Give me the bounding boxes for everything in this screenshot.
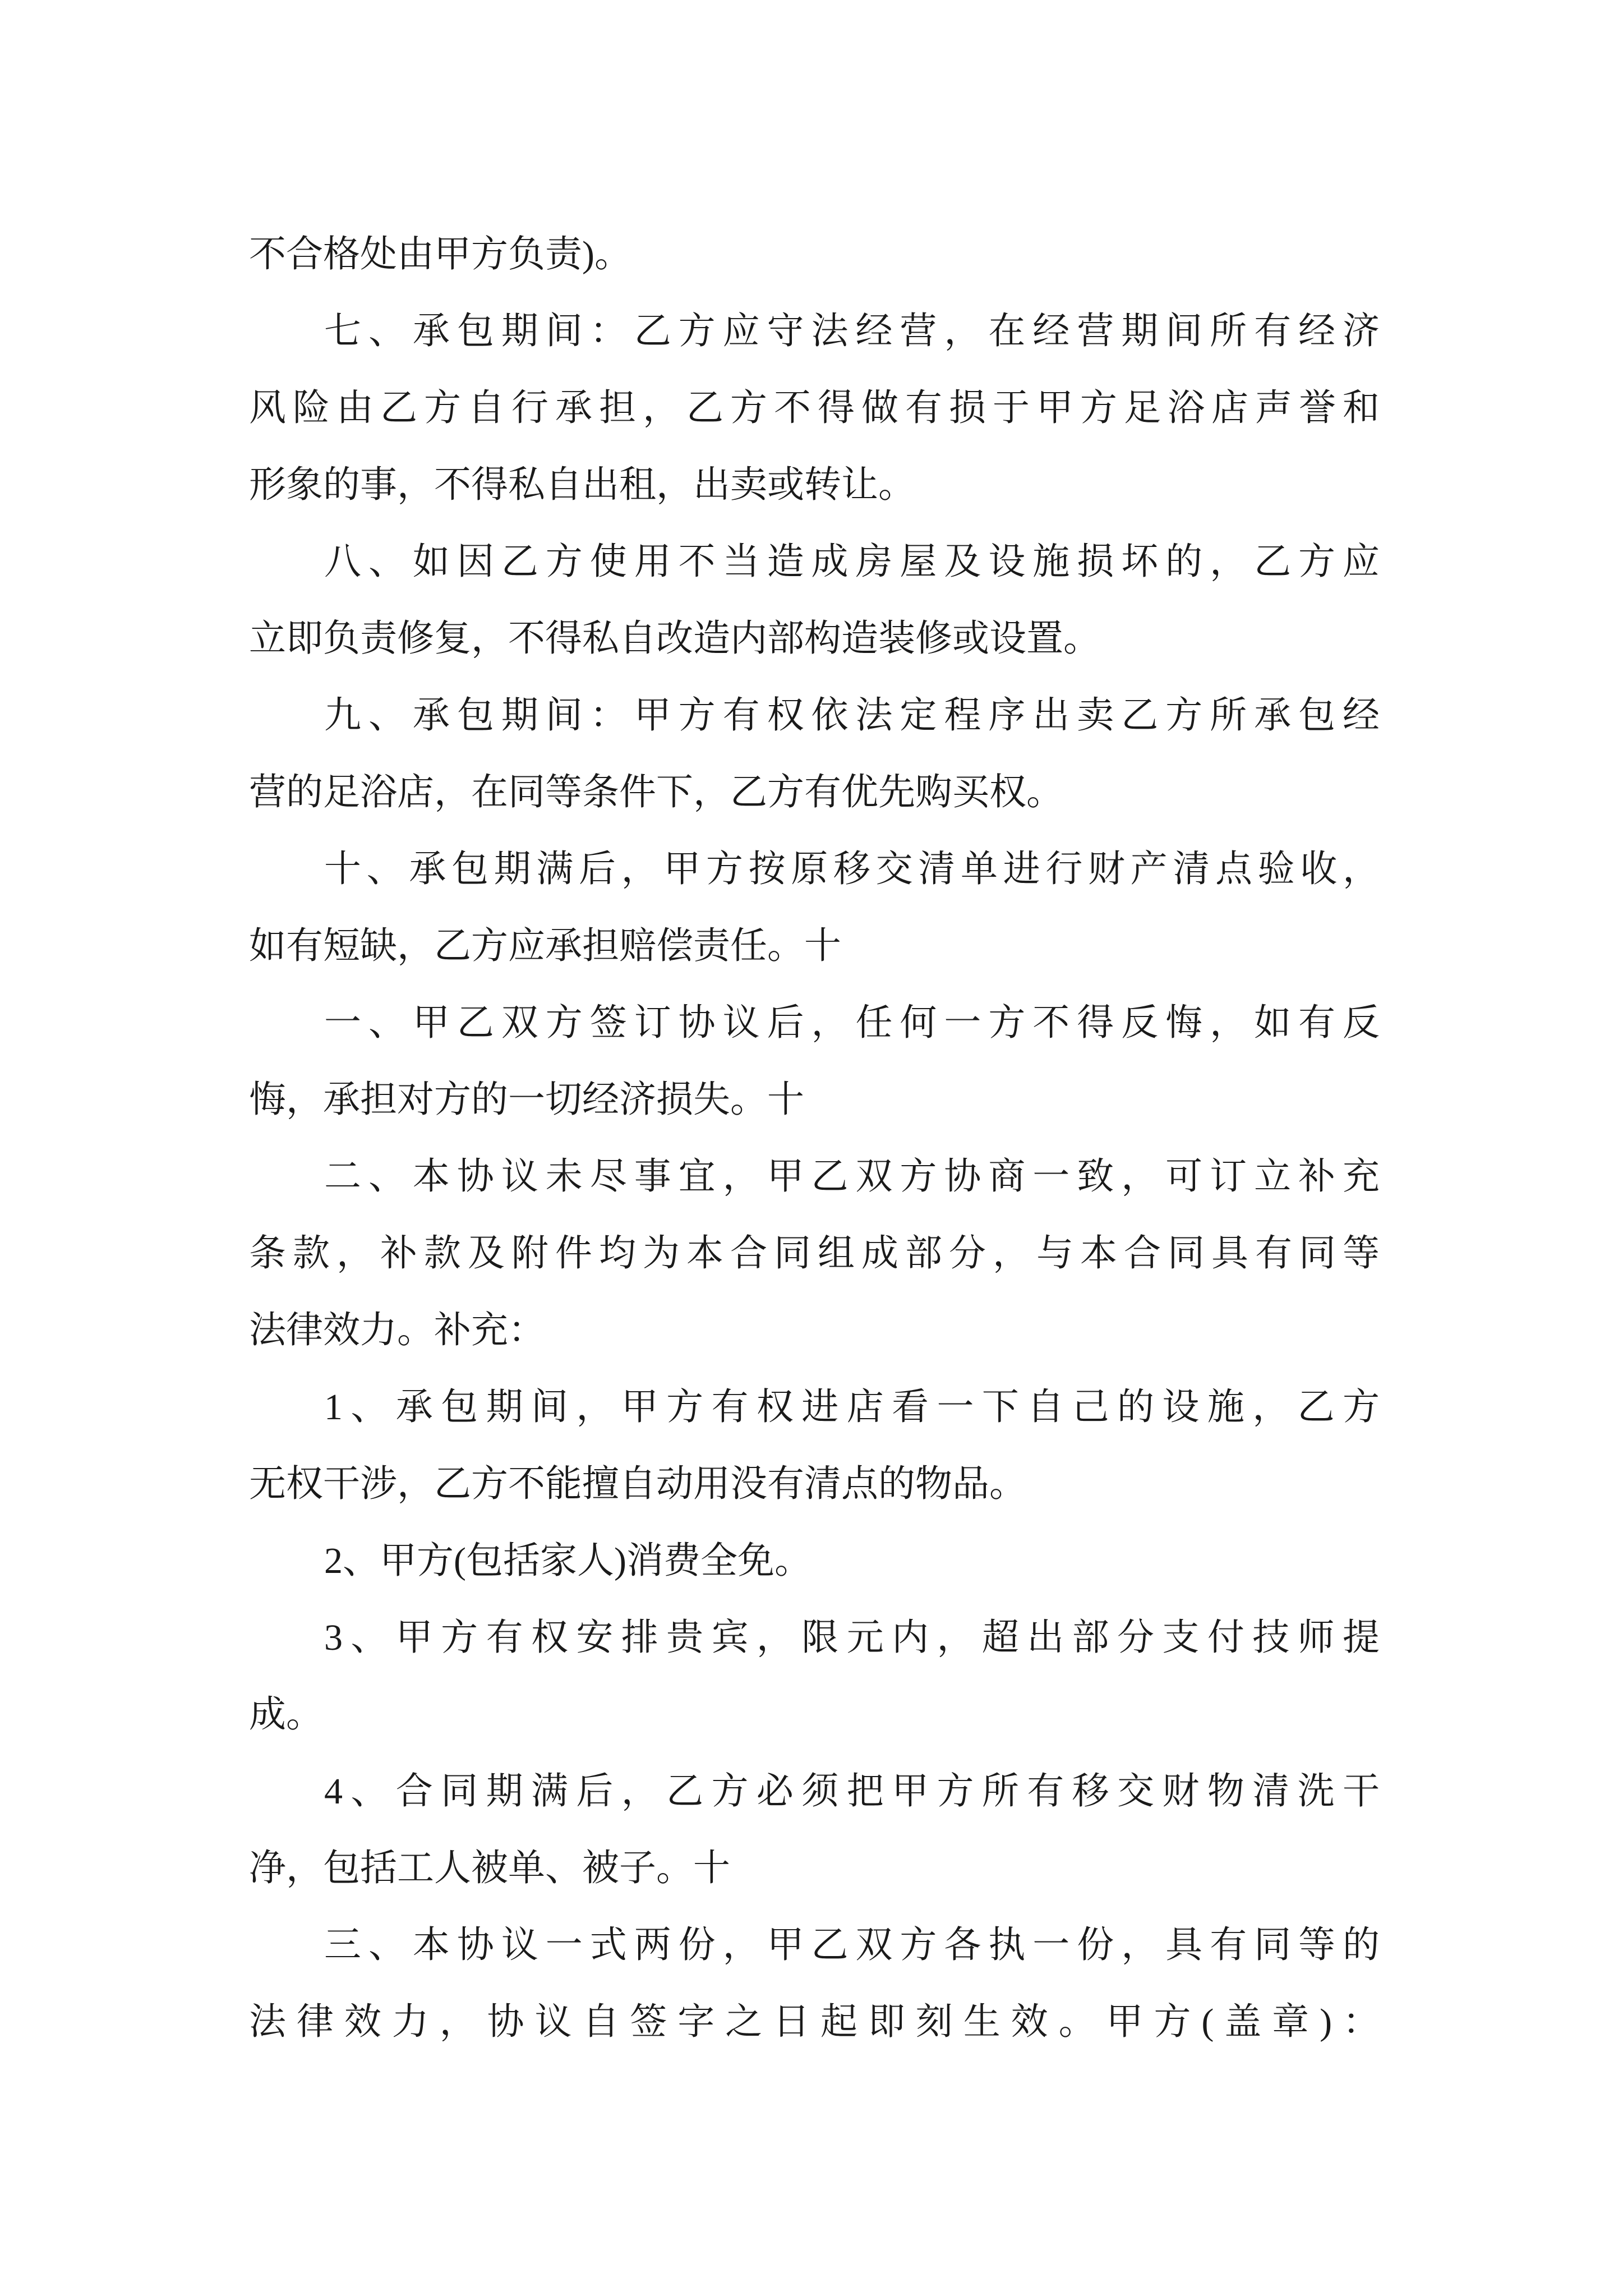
text-line: 4、合同期满后，乙方必须把甲方所有移交财物清洗干 (324, 1771, 1380, 1812)
text-line: 九、承包期间：甲方有权依法定程序出卖乙方所承包经 (324, 695, 1380, 736)
text-line: 法律效力。补充： (249, 1310, 545, 1351)
text-line: 七、承包期间：乙方应守法经营，在经营期间所有经济 (324, 311, 1380, 352)
text-line: 净，包括工人被单、被子。十 (249, 1848, 730, 1889)
text-line: 无权干涉，乙方不能擅自动用没有清点的物品。 (249, 1464, 1026, 1504)
text-line: 条款，补款及附件均为本合同组成部分，与本合同具有同等 (249, 1233, 1380, 1274)
text-line: 成。 (249, 1694, 323, 1735)
text-line: 2、甲方(包括家人)消费全免。 (324, 1540, 811, 1581)
text-line: 3、甲方有权安排贵宾，限元内，超出部分支付技师提 (324, 1617, 1380, 1658)
text-line: 立即负责修复，不得私自改造内部构造装修或设置。 (249, 618, 1100, 659)
text-line: 三、本协议一式两份，甲乙双方各执一份，具有同等的 (324, 1925, 1380, 1966)
text-line: 法律效力，协议自签字之日起即刻生效。甲方(盖章)： (249, 2001, 1380, 2042)
text-line: 如有短缺，乙方应承担赔偿责任。十 (249, 926, 841, 967)
contract-text-body (249, 216, 1380, 2060)
text-line: 一、甲乙双方签订协议后，任何一方不得反悔，如有反 (324, 1002, 1380, 1043)
text-line: 营的足浴店，在同等条件下，乙方有优先购买权。 (249, 772, 1063, 813)
text-line: 二、本协议未尽事宜，甲乙双方协商一致，可订立补充 (324, 1156, 1380, 1197)
text-line: 八、如因乙方使用不当造成房屋及设施损坏的，乙方应 (324, 541, 1380, 582)
text-line: 1、承包期间，甲方有权进店看一下自己的设施，乙方 (324, 1387, 1380, 1428)
text-line: 十、承包期满后，甲方按原移交清单进行财产清点验收， (324, 849, 1380, 890)
text-line: 不合格处由甲方负责)。 (249, 234, 631, 275)
text-line: 悔，承担对方的一切经济损失。十 (249, 1079, 804, 1120)
text-line: 风险由乙方自行承担，乙方不得做有损于甲方足浴店声誉和 (249, 388, 1380, 429)
text-line: 形象的事，不得私自出租，出卖或转让。 (249, 464, 915, 505)
